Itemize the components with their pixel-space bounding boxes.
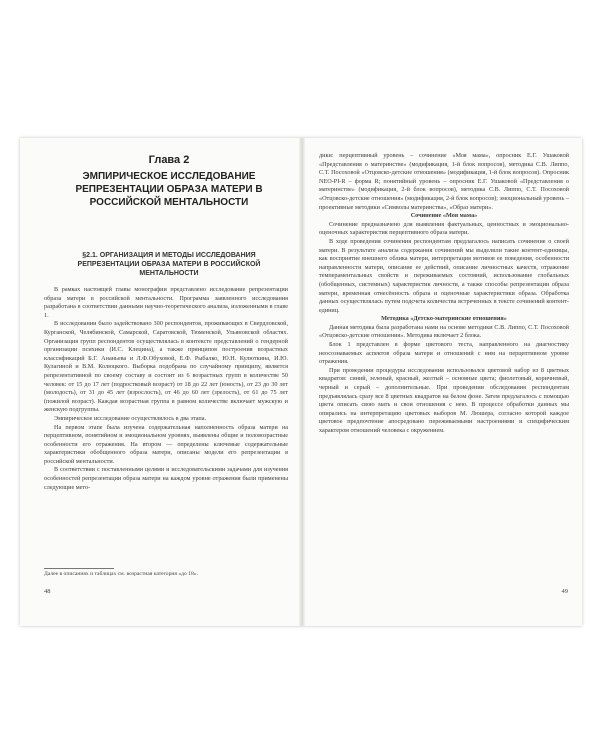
paragraph: Сочинение предназначено для выявления фактуальных, ценностных и эмоционально-оценочных характеристик перцептивного образа матери. xyxy=(319,220,569,237)
book-spread xyxy=(20,138,582,626)
paragraph: В соответствии с поставленными целями и исследовательскими задачами для изучения особенностей репрезентации образа матери на каждом уровне отражения были применены следующие мето- xyxy=(44,466,288,491)
paragraph: дики: перцептивный уровень – сочинение «Моя мама», опросник Е.Г. Ушаковой «Представления о материнстве» (модификация, 1-й блок вопросов), методика С.В. Липпо, С.Т. Посоховой «Отцовско-детские отношения» (модификация, 1-й блок вопросов). Опросник NEO-PI-R – форма R; понятийный уровень – опросник Е.Г. Ушаковой «Представления о материнстве» (модификация, 2-й блок вопросов), методика С.В. Липпо, С.Т. Посоховой «Отцовско-детские отношения» (модификация, 2-й блок вопросов); эмоциональный уровень – проективные методики «Символы материнства», «Образ матери». xyxy=(319,152,569,211)
left-page xyxy=(20,138,299,626)
footnote: Далее в описаниях и таблицах см. возрастная категория «до 18». xyxy=(44,571,198,577)
page-number-left: 48 xyxy=(44,588,51,595)
right-body-text xyxy=(319,152,569,436)
paragraph: На первом этапе была изучена содержательная наполненность образа матери на перцептивном, понятийном и эмоциональном уровнях, выявлены общие и половозрастные особенности его отражения. На втором — определены ключевые содержательные характеристики обобщенного образа матери, описаны модели его репрезентации в российской ментальности. xyxy=(44,423,288,465)
paragraph: Блок 1 представлен в форме цветового теста, направленного на диагностику неосознаваемых аспектов образа матери и отношений с ним на перцептивном уровне отражения. xyxy=(319,341,569,366)
paragraph: В исследовании было задействовано 300 респондентов, проживающих в Свердловской, Курганской, Челябинской, Самарской, Саратовской, Тюменской, Ульяновской областях. Организация групп респондентов осуществлялась в контексте представлений о гендерной организации психики (И.С. Клецина), а также принципов построения возрастных классификаций Б.Г. Ананьева и Л.Ф.Обуховой, Е.Ф. Рыбалко, Ю.Н. Кулюткина, И.Ю. Кулагиной и В.М. Колюцкого. Выборка подобрана по случайному принципу, является репрезентативной по своему составу и состоит из 6 возрастных групп в количестве 50 человек: от 15 до 17 лет (подростковый возраст) от 18 до 22 лет (юность), от 23 до 30 лет (молодость), от 31 до 45 лет (взрослость), от 46 до 60 лет (зрелость), от 61 до 75 лет (пожилой возраст). Каждая возрастная группа в равном количестве включает мужскую и женскую подгруппы. xyxy=(44,320,288,414)
method-subheading: Методика «Детско-материнские отношения» xyxy=(381,315,507,323)
page-number-right: 49 xyxy=(561,588,568,595)
paragraph: В рамках настоящей главы монографии представлено исследование репрезентации образа матери в российской ментальности. Программа заявленного исследования разработана в соответствии данными научно-теоретического анализа, изложенными в главе 1. xyxy=(44,286,288,319)
footnote-divider xyxy=(44,568,114,569)
paragraph: Данная методика была разработана нами на основе методики С.В. Липпо, С.Т. Посоховой «Отцовско-детские отношения». Методика включает 2 блока. xyxy=(319,323,569,340)
right-page xyxy=(305,138,582,626)
section-title: §2.1. ОРГАНИЗАЦИЯ И МЕТОДЫ ИССЛЕДОВАНИЯ РЕПРЕЗЕНТАЦИИ ОБРАЗА МАТЕРИ В РОССИЙСКОЙ МЕНТАЛЬНОСТИ xyxy=(77,252,261,277)
paragraph: Эмпирическое исследование осуществлялось в два этапа. xyxy=(54,414,207,422)
chapter-label: Глава 2 xyxy=(148,154,190,166)
left-body-text xyxy=(44,286,288,492)
chapter-title: ЭМПИРИЧЕСКОЕ ИССЛЕДОВАНИЕ РЕПРЕЗЕНТАЦИИ ОБРАЗА МАТЕРИ В РОССИЙСКОЙ МЕНТАЛЬНОСТИ xyxy=(75,171,263,208)
paragraph: В ходе проведения сочинения респондентам предлагалось написать сочинение о своей матери. В результате анализа содержания сочинений мы выделили такие контент-единицы, как восприятие внешнего облика матери, интерпретация мотивов ее поведения, особенности направленности матери, описание ее действий, описание личностных качеств, отражение темпераментальных свойств и переживаемых состояний, использование глобальных (обобщенных, системных) характеристик личности, а также способы репрезентации образа матери, временная отнесённость образа и оценочные характеристики образа. Обработка данных осуществлялась путем подсчета количества встреченных в тексте сочинений контент-единиц. xyxy=(319,237,569,314)
method-subheading: Сочинение «Моя мама» xyxy=(410,212,478,220)
paragraph: При проведении процедуры исследования использовался цветовой набор из 8 цветных квадратов: синий, зеленый, красный, желтый – основные цвета; фиолетовый, коричневый, черный и серый – дополнительные. При проведении обследования респондентам предъявлялась сразу все 8 цветных квадратов на белом фоне. Затем предлагалось с помощью цвета описать свою мать и свои отношения с нею. В процессе обработки данных мы опирались на интерпретацию цветовых выборов М. Люшера, согласно которой каждое цветовое предпочтение апосредовано переживаемыми настроениями и специфическим характером отношений человека с окружением. xyxy=(319,366,569,434)
